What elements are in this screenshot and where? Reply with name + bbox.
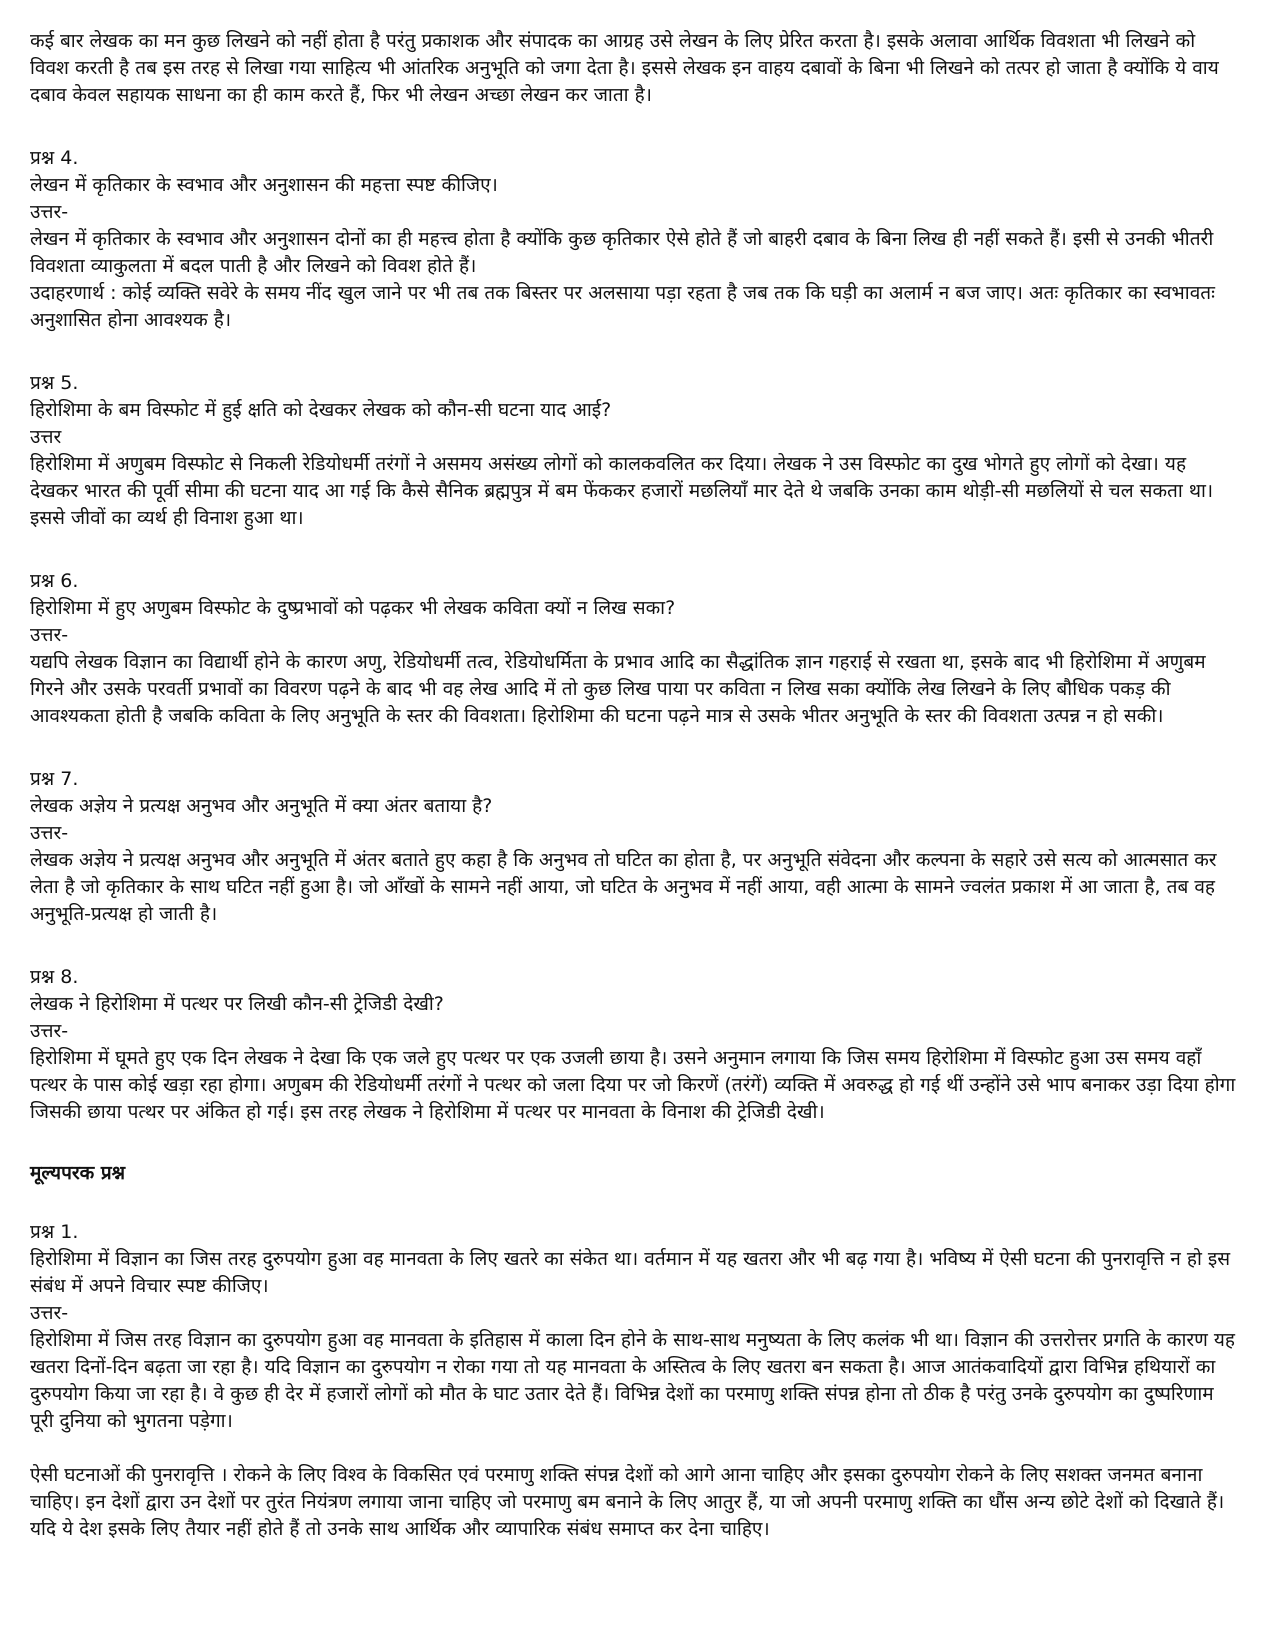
answer-label: उत्तर- xyxy=(30,624,69,646)
answer-label: उत्तर- xyxy=(30,822,69,844)
question-number: प्रश्न 6. xyxy=(30,570,79,592)
question-number: प्रश्न 4. xyxy=(30,147,79,169)
question-text: हिरोशिमा के बम विस्फोट में हुई क्षति को देखकर लेखक को कौन-सी घटना याद आई? xyxy=(30,399,612,421)
answer-label: उत्तर- xyxy=(30,201,69,223)
question-block-7 xyxy=(30,766,1240,928)
answer-label: उत्तर- xyxy=(30,1302,69,1324)
section-heading: मूल्यपरक प्रश्न xyxy=(30,1162,126,1184)
question-block-4 xyxy=(30,145,1240,334)
answer-paragraph: उदाहरणार्थ : कोई व्यक्ति सवेरे के समय नींद खुल जाने पर भी तब तक बिस्तर पर अलसाया पड़ा रहता है जब तक कि घड़ी का अलार्म न बज जाए। अतः कृतिकार का स्वभावतः अनुशासित होना आवश्यक है। xyxy=(30,282,1215,331)
intro-paragraph: कई बार लेखक का मन कुछ लिखने को नहीं होता है परंतु प्रकाशक और संपादक का आग्रह उसे लेखन के लिए प्रेरित करता है। इसके अलावा आर्थिक विवशता भी लिखने को विवश करती है तब इस तरह से लिखा गया साहित्य भी आंतरिक अनुभूति को जगा देता है। इससे लेखक इन वाहय दबावों के बिना भी लिखने को तत्पर हो जाता है क्योंकि ये वाय दबाव केवल सहायक साधना का ही काम करते हैं, फिर भी लेखन अच्छा लेखन कर जाता है। xyxy=(30,30,1219,106)
answer-paragraph: यद्यपि लेखक विज्ञान का विद्यार्थी होने के कारण अणु, रेडियोधर्मी तत्व, रेडियोधर्मिता के प्रभाव आदि का सैद्धांतिक ज्ञान गहराई से रखता था, इसके बाद भी हिरोशिमा में अणुबम गिरने और उसके परवर्ती प्रभावों का विवरण पढ़ने के बाद भी वह लेख आदि में तो कुछ लिख पाया पर कविता न लिख सका क्योंकि लेख लिखने के लिए बौधिक पकड़ की आवश्यकता होती है जबकि कविता के लिए अनुभूति के स्तर की विवशता। हिरोशिमा की घटना पढ़ने मात्र से उसके भीतर अनुभूति के स्तर की विवशता उत्पन्न न हो सकी। xyxy=(30,651,1206,727)
answer-label: उत्तर- xyxy=(30,1020,69,1042)
answer-paragraph: हिरोशिमा में अणुबम विस्फोट से निकली रेडियोधर्मी तरंगों ने असमय असंख्य लोगों को कालकवलित कर दिया। लेखक ने उस विस्फोट का दुख भोगते हुए लोगों को देखा। यह देखकर भारत की पूर्वी सीमा की घटना याद आ गई कि कैसे सैनिक ब्रह्मपुत्र में बम फेंककर हजारों मछलियाँ मार देते थे जबकि उनका काम थोड़ी-सी मछलियों से चल सकता था। इससे जीवों का व्यर्थ ही विनाश हुआ था। xyxy=(30,453,1214,529)
answer-paragraph: हिरोशिमा में जिस तरह विज्ञान का दुरुपयोग हुआ वह मानवता के इतिहास में काला दिन होने के साथ-साथ मनुष्यता के लिए कलंक भी था। विज्ञान की उत्तरोत्तर प्रगति के कारण यह खतरा दिनों-दिन बढ़ता जा रहा है। यदि विज्ञान का दुरुपयोग न रोका गया तो यह मानवता के अस्तित्व के लिए खतरा बन सकता है। आज आतंकवादियों द्वारा विभिन्न हथियारों का दुरुपयोग किया जा रहा है। वे कुछ ही देर में हजारों लोगों को मौत के घाट उतार देते हैं। विभिन्न देशों का परमाणु शक्ति संपन्न होना तो ठीक है परंतु उनके दुरुपयोग का दुष्परिणाम पूरी दुनिया को भुगतना पड़ेगा। xyxy=(30,1329,1236,1432)
answer-paragraph: लेखन में कृतिकार के स्वभाव और अनुशासन दोनों का ही महत्त्व होता है क्योंकि कुछ कृतिकार ऐसे होते हैं जो बाहरी दबाव के बिना लिख ही नहीं सकते हैं। इसी से उनकी भीतरी विवशता व्याकुलता में बदल पाती है और लिखने को विवश होते हैं। xyxy=(30,228,1214,277)
answer-paragraph: ऐसी घटनाओं की पुनरावृत्ति । रोकने के लिए विश्व के विकसित एवं परमाणु शक्ति संपन्न देशों को आगे आना चाहिए और इसका दुरुपयोग रोकने के लिए सशक्त जनमत बनाना चाहिए। इन देशों द्वारा उन देशों पर तुरंत नियंत्रण लगाया जाना चाहिए जो परमाणु बम बनाने के लिए आतुर हैं, या जो अपनी परमाणु शक्ति का धौंस अन्य छोटे देशों को दिखाते हैं। यदि ये देश इसके लिए तैयार नहीं होते हैं तो उनके साथ आर्थिक और व्यापारिक संबंध समाप्त कर देना चाहिए। xyxy=(30,1464,1225,1540)
question-text: लेखक ने हिरोशिमा में पत्थर पर लिखी कौन-सी ट्रेजिडी देखी? xyxy=(30,993,444,1015)
question-number: प्रश्न 5. xyxy=(30,372,79,394)
answer-paragraph: लेखक अज्ञेय ने प्रत्यक्ष अनुभव और अनुभूति में अंतर बताते हुए कहा है कि अनुभव तो घटित का होता है, पर अनुभूति संवेदना और कल्पना के सहारे उसे सत्य को आत्मसात कर लेता है जो कृतिकार के साथ घटित नहीं हुआ है। जो आँखों के सामने नहीं आया, जो घटित के अनुभव में नहीं आया, वही आत्मा के सामने ज्वलंत प्रकाश में आ जाता है, तब वह अनुभूति-प्रत्यक्ष हो जाती है। xyxy=(30,849,1217,925)
answer-paragraph: हिरोशिमा में घूमते हुए एक दिन लेखक ने देखा कि एक जले हुए पत्थर पर एक उजली छाया है। उसने अनुमान लगाया कि जिस समय हिरोशिमा में विस्फोट हुआ उस समय वहाँ पत्थर के पास कोई खड़ा रहा होगा। अणुबम की रेडियोधर्मी तरंगों ने पत्थर को जला दिया पर जो किरणें (तरंगें) व्यक्ति में अवरुद्ध हो गई थीं उन्होंने उसे भाप बनाकर उड़ा दिया होगा जिसकी छाया पत्थर पर अंकित हो गई। इस तरह लेखक ने हिरोशिमा में पत्थर पर मानवता के विनाश की ट्रेजिडी देखी। xyxy=(30,1047,1236,1123)
question-text: लेखक अज्ञेय ने प्रत्यक्ष अनुभव और अनुभूति में क्या अंतर बताया है? xyxy=(30,795,493,817)
document-page xyxy=(30,28,1240,1543)
question-text: लेखन में कृतिकार के स्वभाव और अनुशासन की महत्ता स्पष्ट कीजिए। xyxy=(30,174,498,196)
question-block-8 xyxy=(30,964,1240,1126)
question-number: प्रश्न 7. xyxy=(30,768,79,790)
question-text: हिरोशिमा में हुए अणुबम विस्फोट के दुष्प्रभावों को पढ़कर भी लेखक कविता क्यों न लिख सका? xyxy=(30,597,676,619)
answer-label: उत्तर xyxy=(30,426,62,448)
value-question-block-1 xyxy=(30,1219,1240,1543)
question-number: प्रश्न 8. xyxy=(30,966,79,988)
question-block-5 xyxy=(30,370,1240,532)
question-text: हिरोशिमा में विज्ञान का जिस तरह दुरुपयोग हुआ वह मानवता के लिए खतरे का संकेत था। वर्तमान में यह खतरा और भी बढ़ गया है। भविष्य में ऐसी घटना की पुनरावृत्ति न हो इस संबंध में अपने विचार स्पष्ट कीजिए। xyxy=(30,1248,1231,1297)
question-number: प्रश्न 1. xyxy=(30,1221,79,1243)
question-block-6 xyxy=(30,568,1240,730)
